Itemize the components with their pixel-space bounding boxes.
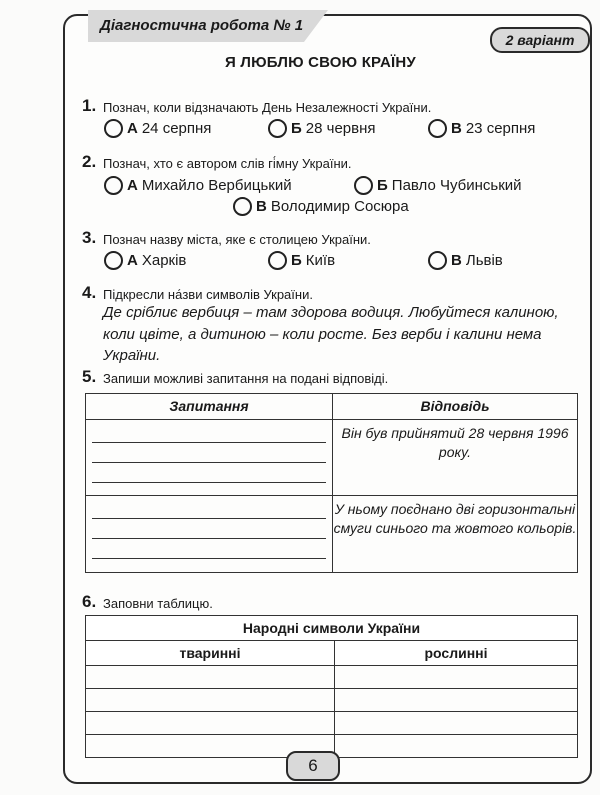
q3-option-a[interactable] xyxy=(104,251,186,270)
q1-text: Познач, коли відзначають День Незалежності України. xyxy=(103,100,432,115)
option-text: Михайло Вербицький xyxy=(141,177,292,194)
q2-option-a[interactable] xyxy=(104,176,292,195)
radio-circle[interactable] xyxy=(104,176,123,195)
q6-cell[interactable] xyxy=(86,666,335,689)
q6-number: 6. xyxy=(82,592,97,611)
q6-cell[interactable] xyxy=(335,689,578,712)
option-text: 23 серпня xyxy=(465,120,536,137)
option-text: Володимир Сосюра xyxy=(270,198,409,215)
q6-text: Заповни таблицю. xyxy=(103,596,213,611)
radio-circle[interactable] xyxy=(104,119,123,138)
q6-cell[interactable] xyxy=(335,712,578,735)
option-text: Київ xyxy=(305,252,336,269)
header-title: Діагностична робота № 1 xyxy=(100,17,304,34)
q2-option-c[interactable] xyxy=(233,197,409,216)
write-line[interactable] xyxy=(92,464,326,483)
write-line[interactable] xyxy=(92,424,326,443)
q5-question-cell[interactable] xyxy=(86,419,333,496)
q6-col-plants: рослинні xyxy=(335,641,578,666)
q4-passage[interactable]: Де сріблиє вербиця – там здорова водиця. Любуйтеся калиною, коли цвіте, а дитиною – коли росте. Без верби і калини нема України. xyxy=(103,304,559,364)
write-line[interactable] xyxy=(92,520,326,539)
q5-number: 5. xyxy=(82,367,97,386)
radio-circle[interactable] xyxy=(104,251,123,270)
option-text: 28 червня xyxy=(305,120,376,137)
option-letter: Б xyxy=(291,252,302,269)
q4-text: Підкресли на́зви символів України. xyxy=(103,287,313,302)
q6-cell[interactable] xyxy=(335,735,578,758)
option-text: Харків xyxy=(141,252,187,269)
page-title: Я ЛЮБЛЮ СВОЮ КРАЇНУ xyxy=(225,54,416,71)
option-text: Львів xyxy=(465,252,503,269)
q2-text: Познач, хто є автором слів гі́мну України. xyxy=(103,156,352,171)
q5-question-cell[interactable] xyxy=(86,496,333,573)
q1-number: 1. xyxy=(82,96,97,115)
q4-number: 4. xyxy=(82,283,97,302)
option-letter: Б xyxy=(291,120,302,137)
option-text: Павло Чубинський xyxy=(391,177,522,194)
page-number: 6 xyxy=(286,751,340,781)
option-letter: А xyxy=(127,252,138,269)
q5-col-answer: Відповідь xyxy=(333,394,578,420)
q3-number: 3. xyxy=(82,228,97,247)
radio-circle[interactable] xyxy=(428,251,447,270)
q6-table-title: Народні символи України xyxy=(86,616,578,641)
q6-col-animals: тваринні xyxy=(86,641,335,666)
q6-cell[interactable] xyxy=(86,712,335,735)
option-letter: Б xyxy=(377,177,388,194)
radio-circle[interactable] xyxy=(428,119,447,138)
q6-cell[interactable] xyxy=(335,666,578,689)
option-letter: А xyxy=(127,120,138,137)
q3-text: Познач назву міста, яке є столицею України. xyxy=(103,232,371,247)
radio-circle[interactable] xyxy=(233,197,252,216)
option-text: 24 серпня xyxy=(141,120,212,137)
q1-option-c[interactable] xyxy=(428,119,535,138)
q1-option-b[interactable] xyxy=(268,119,376,138)
radio-circle[interactable] xyxy=(268,251,287,270)
q2-option-b[interactable] xyxy=(354,176,522,195)
q5-text: Запиши можливі запитання на подані відповіді. xyxy=(103,371,389,386)
option-letter: В xyxy=(256,198,267,215)
variant-badge: 2 варіант xyxy=(490,27,590,53)
write-line[interactable] xyxy=(92,540,326,559)
q5-answer-1: Він був прийнятий 28 червня 1996 року. xyxy=(333,419,578,496)
q2-number: 2. xyxy=(82,152,97,171)
radio-circle[interactable] xyxy=(354,176,373,195)
q3-option-b[interactable] xyxy=(268,251,335,270)
option-letter: А xyxy=(127,177,138,194)
q3-option-c[interactable] xyxy=(428,251,503,270)
q6-table xyxy=(85,615,578,758)
q6-cell[interactable] xyxy=(86,689,335,712)
write-line[interactable] xyxy=(92,444,326,463)
write-line[interactable] xyxy=(92,500,326,519)
q1-option-a[interactable] xyxy=(104,119,211,138)
q5-table xyxy=(85,393,578,573)
option-letter: В xyxy=(451,252,462,269)
q5-col-question: Запитання xyxy=(86,394,333,420)
radio-circle[interactable] xyxy=(268,119,287,138)
q5-answer-2: У ньому поєднано дві горизонтальні смуги синього та жовтого кольорів. xyxy=(333,496,578,573)
option-letter: В xyxy=(451,120,462,137)
